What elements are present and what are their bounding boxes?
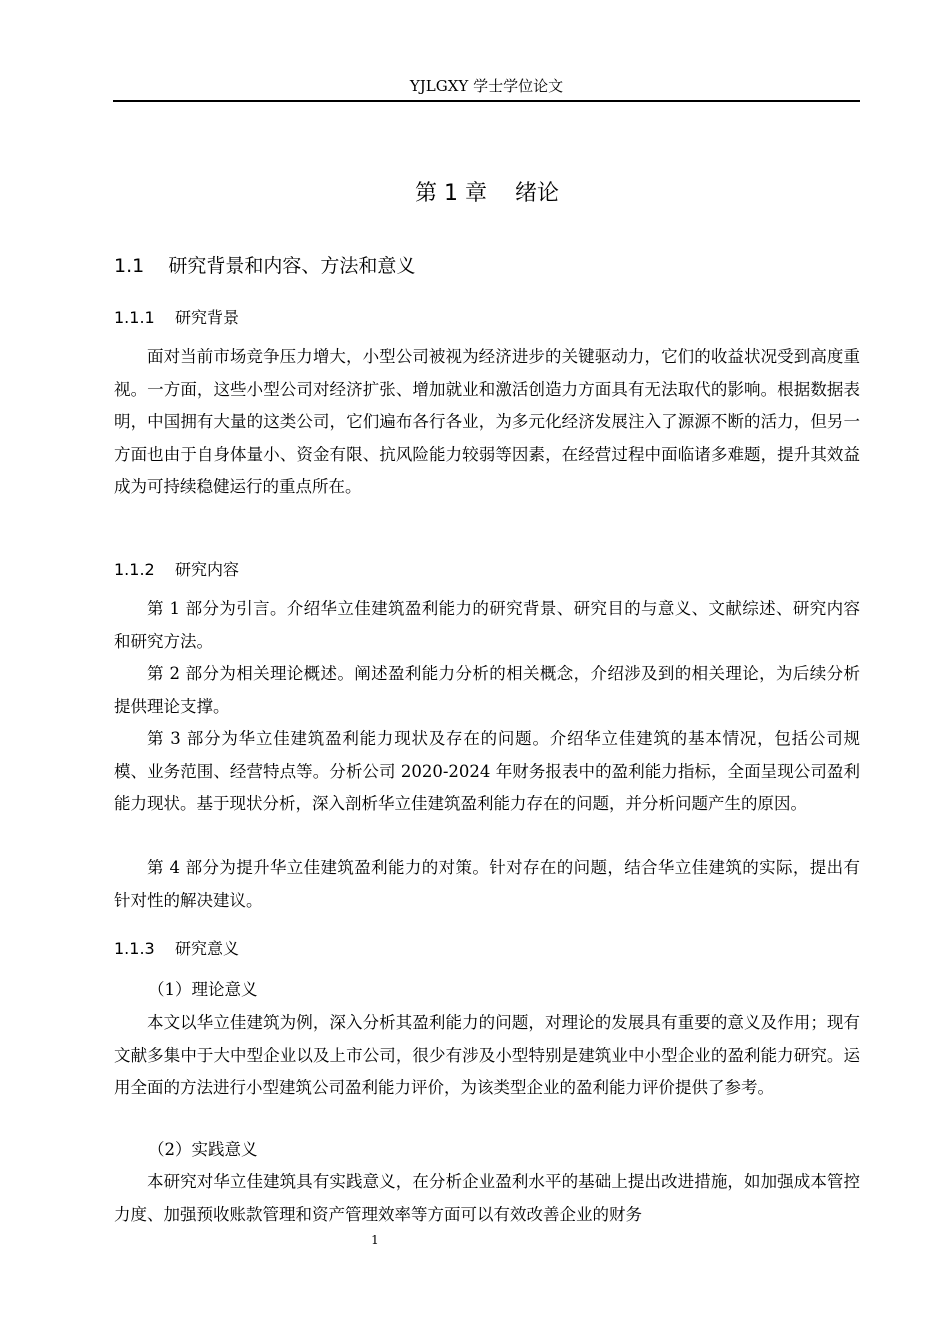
- paragraph-part-1: 第 1 部分为引言。介绍华立佳建筑盈利能力的研究背景、研究目的与意义、文献综述、研究内容和研究方法。: [114, 599, 860, 651]
- item-label-theory: （1）理论意义: [148, 980, 258, 999]
- chapter-title: 第 1 章 绪论: [415, 181, 559, 206]
- section-heading: 1.1 研究背景和内容、方法和意义: [114, 255, 416, 277]
- page-number: 1: [371, 1233, 379, 1247]
- paragraph-practice: 本研究对华立佳建筑具有实践意义，在分析企业盈利水平的基础上提出改进措施，如加强成本管控力度、加强预收账款管理和资产管理效率等方面可以有效改善企业的财务: [114, 1172, 860, 1224]
- header-rule: [113, 100, 860, 102]
- paragraph-part-2: 第 2 部分为相关理论概述。阐述盈利能力分析的相关概念，介绍涉及到的相关理论，为后续分析提供理论支撑。: [114, 664, 860, 716]
- subsection-heading-background: 1.1.1 研究背景: [114, 308, 240, 327]
- paragraph-part-3: 第 3 部分为华立佳建筑盈利能力现状及存在的问题。介绍华立佳建筑的基本情况，包括公司规模、业务范围、经营特点等。分析公司 2020-2024 年财务报表中的盈利能力指标，全面呈现公司盈利能力现状。基于现状分析，深入剖析华立佳建筑盈利能力存在的问题，并分析问题产生的原因。: [114, 729, 860, 813]
- paragraph-part-4: 第 4 部分为提升华立佳建筑盈利能力的对策。针对存在的问题，结合华立佳建筑的实际，提出有针对性的解决建议。: [114, 858, 860, 910]
- item-label-practice: （2）实践意义: [148, 1140, 258, 1159]
- paragraph-background: 面对当前市场竞争压力增大，小型公司被视为经济进步的关键驱动力，它们的收益状况受到高度重视。一方面，这些小型公司对经济扩张、增加就业和激活创造力方面具有无法取代的影响。根据数据表明，中国拥有大量的这类公司，它们遍布各行各业，为多元化经济发展注入了源源不断的活力，但另一方面也由于自身体量小、资金有限、抗风险能力较弱等因素，在经营过程中面临诸多难题，提升其效益成为可持续稳健运行的重点所在。: [114, 347, 860, 496]
- subsection-heading-significance: 1.1.3 研究意义: [114, 939, 240, 958]
- paragraph-theory: 本文以华立佳建筑为例，深入分析其盈利能力的问题，对理论的发展具有重要的意义及作用；现有文献多集中于大中型企业以及上市公司，很少有涉及小型特别是建筑业中小型企业的盈利能力研究。运用全面的方法进行小型建筑公司盈利能力评价，为该类型企业的盈利能力评价提供了参考。: [114, 1013, 860, 1097]
- subsection-heading-content: 1.1.2 研究内容: [114, 560, 240, 579]
- running-header: YJLGXY 学士学位论文: [409, 77, 564, 95]
